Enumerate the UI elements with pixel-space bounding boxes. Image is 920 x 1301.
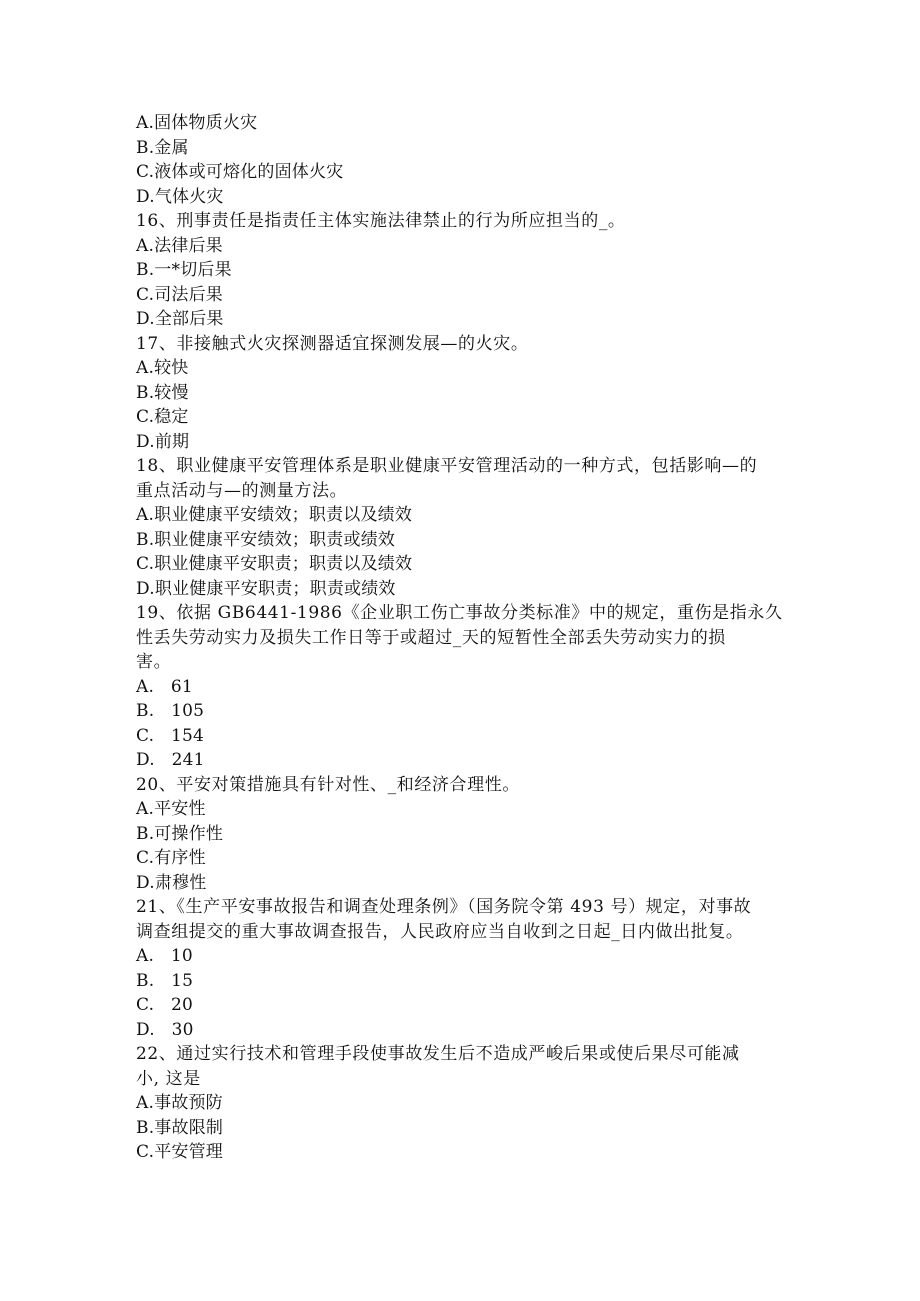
option-b: B.一*切后果	[136, 260, 232, 280]
question-22	[136, 1042, 796, 1165]
option-c: C.液体或可熔化的固体火灾	[136, 162, 344, 182]
option-a: A.法律后果	[136, 235, 223, 256]
option-c: C.稳定	[136, 407, 189, 427]
question-stem-line-1: 18、职业健康平安管理体系是职业健康平安管理活动的一种方式，包括影响—的	[136, 456, 758, 476]
option-b: B. 15	[136, 970, 194, 991]
question-stem-line-1: 19、依据 GB6441-1986《企业职工伤亡事故分类标准》中的规定，重伤是指永久	[136, 603, 783, 623]
question-stem-line-2: 调查组提交的重大事故调查报告，人民政府应当自收到之日起_日内做出批复。	[136, 921, 744, 942]
option-a: A. 61	[136, 676, 193, 697]
question-stem-line-3: 害。	[136, 652, 172, 672]
question-stem: 17、非接触式火灾探测器适宜探测发展—的火灾。	[136, 333, 529, 354]
question-stem: 20、平安对策措施具有针对性、_和经济合理性。	[136, 774, 520, 795]
question-stem-line-1: 21、《生产平安事故报告和调查处理条例》（国务院令第 493 号）规定，对事故	[136, 897, 752, 917]
option-b: B.事故限制	[136, 1117, 224, 1138]
option-b: B.职业健康平安绩效；职责或绩效	[136, 529, 396, 550]
question-stem-line-2: 重点活动与—的测量方法。	[136, 480, 348, 501]
question-stem: 16、刑事责任是指责任主体实施法律禁止的行为所应担当的_。	[136, 211, 626, 231]
option-c: C.司法后果	[136, 284, 224, 305]
option-d: D.职业健康平安职责；职责或绩效	[136, 578, 396, 599]
option-d: D. 241	[136, 750, 205, 770]
option-a: A.职业健康平安绩效；职责以及绩效	[136, 505, 413, 525]
option-d: D.肃穆性	[136, 872, 207, 893]
option-b: B.较慢	[136, 382, 189, 403]
question-list	[136, 111, 796, 1165]
question-20	[136, 773, 796, 896]
question-15-options	[136, 111, 796, 209]
option-b: B. 105	[136, 701, 205, 721]
option-b: B.可操作性	[136, 823, 224, 844]
question-stem-line-2: 性丢失劳动实力及损失工作日等于或超过_天的短暂性全部丢失劳动实力的损	[136, 627, 726, 648]
option-d: D.气体火灾	[136, 186, 224, 207]
option-a: A. 10	[136, 946, 193, 966]
question-stem-line-1: 22、通过实行技术和管理手段使事故发生后不造成严峻后果或使后果尽可能减	[136, 1044, 740, 1064]
option-c: C.平安管理	[136, 1142, 224, 1162]
option-d: D. 30	[136, 1019, 194, 1040]
option-a: A.固体物质火灾	[136, 113, 258, 133]
option-b: B.金属	[136, 137, 189, 158]
question-18	[136, 454, 796, 601]
option-a: A.平安性	[136, 799, 206, 819]
question-21	[136, 895, 796, 1042]
option-c: C.有序性	[136, 848, 206, 868]
question-16	[136, 209, 796, 332]
question-17	[136, 332, 796, 455]
question-19	[136, 601, 796, 773]
option-c: C. 154	[136, 725, 205, 746]
option-a: A.较快	[136, 358, 189, 378]
option-c: C. 20	[136, 995, 194, 1015]
option-d: D.前期	[136, 431, 190, 452]
option-c: C.职业健康平安职责；职责以及绩效	[136, 554, 413, 574]
option-d: D.全部后果	[136, 309, 224, 329]
question-stem-line-2: 小, 这是	[136, 1068, 201, 1089]
option-a: A.事故预防	[136, 1093, 223, 1113]
